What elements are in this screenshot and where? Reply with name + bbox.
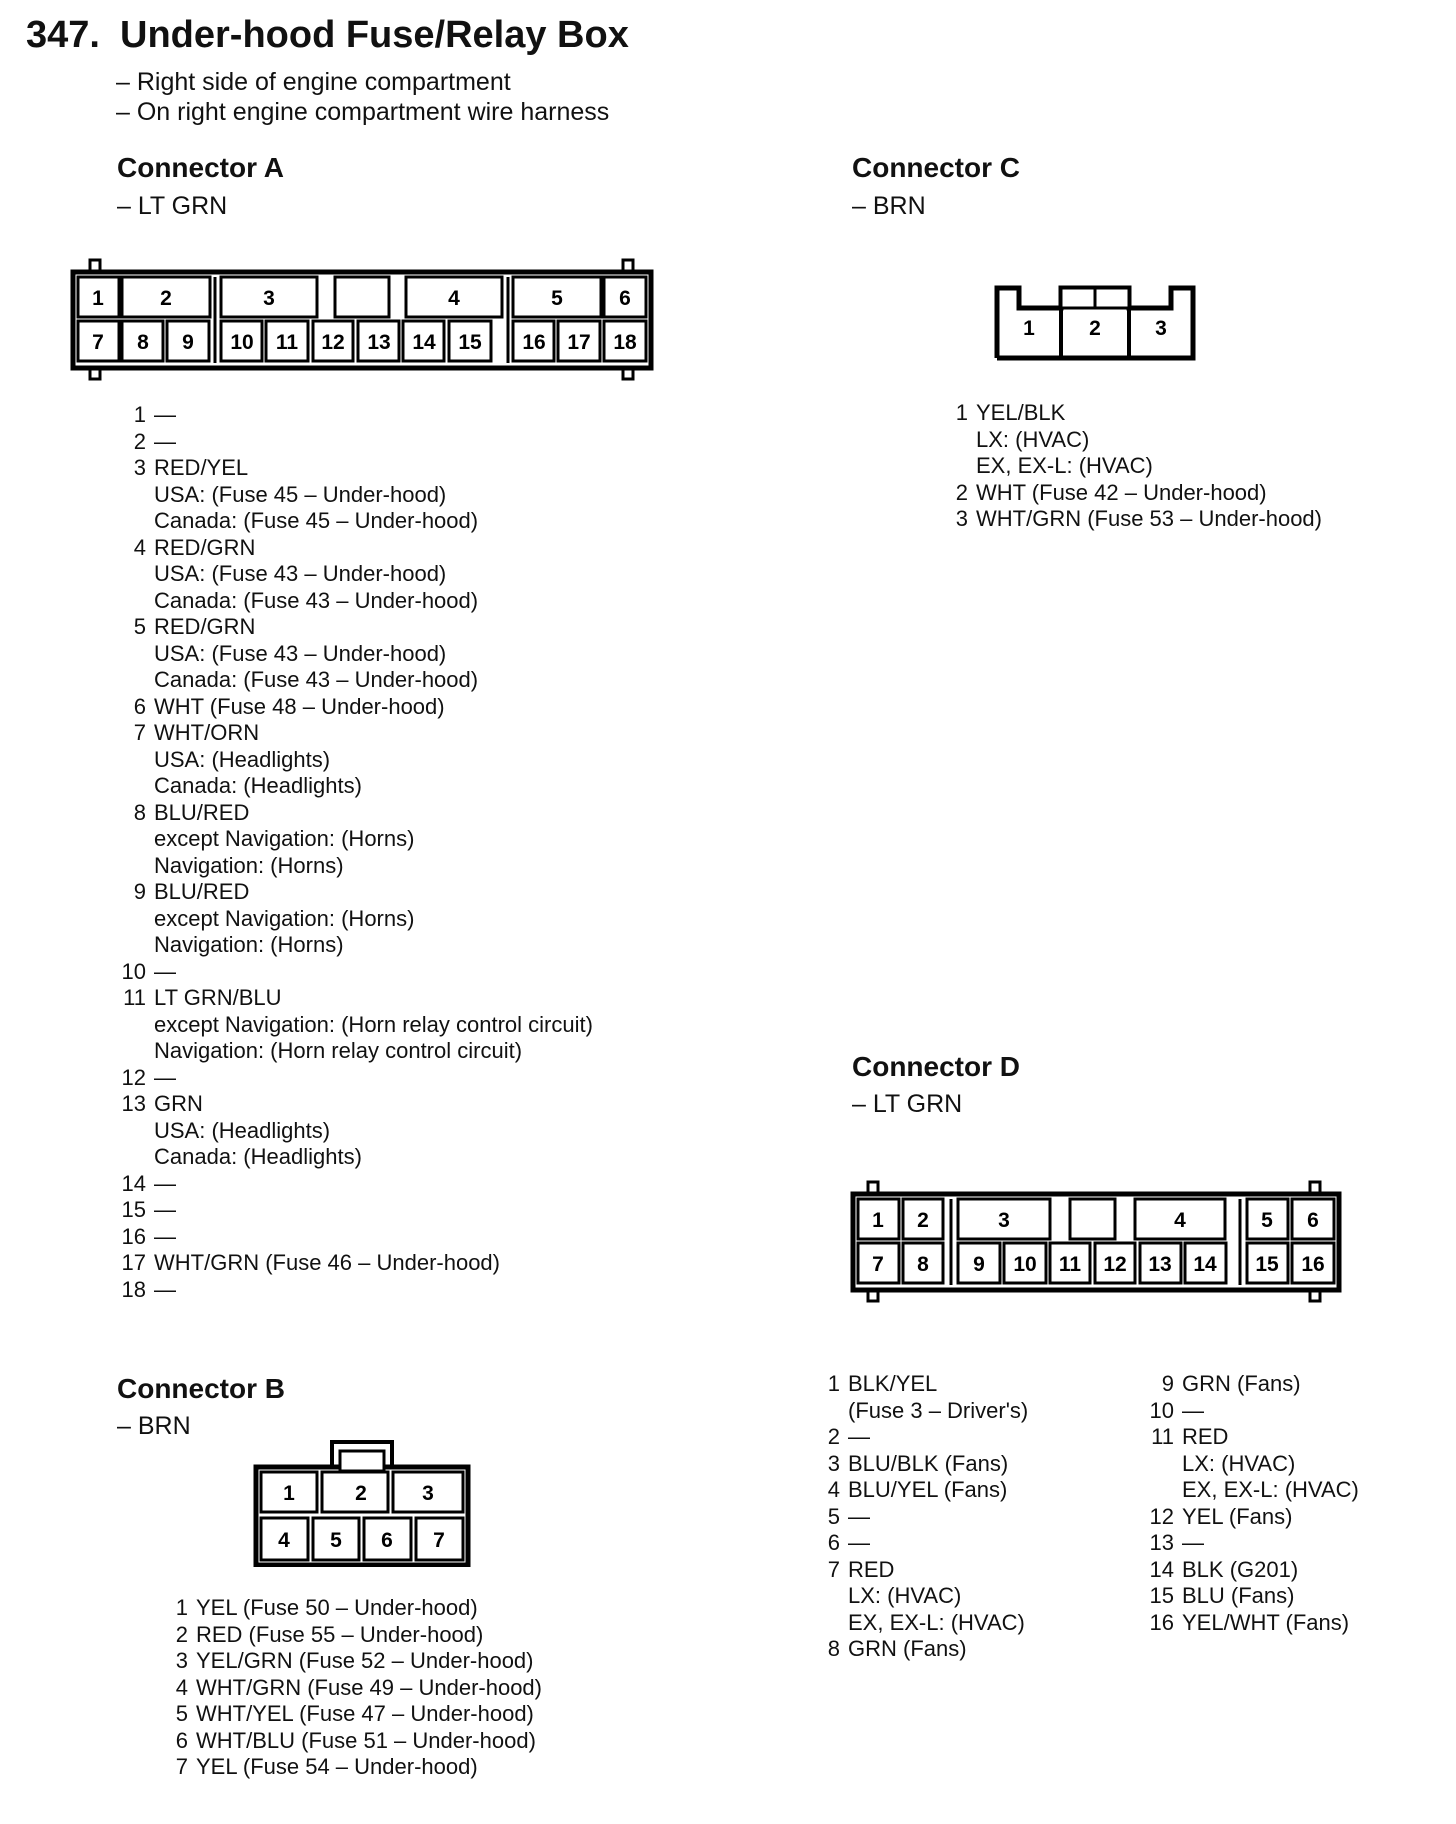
pin-description-line: WHT (Fuse 42 – Under-hood) xyxy=(976,479,1267,505)
pin-number: 6 xyxy=(133,693,146,719)
connector-d-pin-list-right xyxy=(1140,1371,1359,1636)
connector-c-diagram xyxy=(993,280,1199,362)
pin-description xyxy=(1182,1610,1349,1637)
pin-description xyxy=(154,1171,176,1198)
pin-entry xyxy=(160,1675,542,1702)
pin-number: 1 xyxy=(955,400,968,425)
connector-b-cavity-label: 2 xyxy=(355,1482,367,1505)
pin-description-line: USA: (Fuse 45 – Under-hood) xyxy=(154,481,447,507)
pin-number: 10 xyxy=(1149,1397,1174,1423)
pin-entry xyxy=(160,1595,542,1622)
pin-number: 7 xyxy=(175,1754,188,1779)
pin-description xyxy=(154,1091,362,1171)
connector-d-cavity-label: 6 xyxy=(1307,1209,1319,1232)
pin-description-line: EX, EX-L: (HVAC) xyxy=(848,1609,1025,1635)
pin-description xyxy=(196,1754,478,1781)
pin-entry xyxy=(116,1277,593,1304)
page-title xyxy=(26,14,629,57)
connector-b-cavity-label: 5 xyxy=(330,1529,342,1552)
pin-number: 17 xyxy=(121,1250,146,1275)
pin-description-line: Navigation: (Horns) xyxy=(154,852,344,878)
connector-c-pin-list xyxy=(940,400,1322,533)
connector-b-pin-list xyxy=(160,1595,542,1781)
pin-description-line: WHT/BLU (Fuse 51 – Under-hood) xyxy=(196,1727,536,1753)
pin-entry xyxy=(116,1224,593,1251)
pin-description xyxy=(154,614,478,694)
connector-d-cavity-label: 3 xyxy=(998,1209,1010,1232)
pin-description-line: WHT (Fuse 48 – Under-hood) xyxy=(154,693,445,719)
connector-a-cavity-label: 1 xyxy=(92,287,104,310)
pin-number: 2 xyxy=(827,1424,840,1449)
pin-entry xyxy=(116,402,593,429)
pin-description-line: WHT/GRN (Fuse 49 – Under-hood) xyxy=(196,1674,542,1700)
pin-description-line: BLK/YEL xyxy=(848,1371,938,1396)
connector-b-cavity-label: 3 xyxy=(422,1482,434,1505)
pin-description-line: except Navigation: (Horns) xyxy=(154,905,415,931)
pin-entry xyxy=(116,694,593,721)
pin-entry xyxy=(816,1451,1028,1478)
connector-a-color: – LT GRN xyxy=(117,192,228,220)
pin-entry xyxy=(816,1424,1028,1451)
pin-description-line: WHT/GRN (Fuse 46 – Under-hood) xyxy=(154,1250,500,1275)
connector-d-cavity-label: 5 xyxy=(1261,1209,1273,1232)
pin-description xyxy=(976,480,1267,507)
pin-number: 3 xyxy=(827,1450,840,1476)
pin-entry xyxy=(940,400,1322,480)
pin-description xyxy=(848,1424,870,1451)
pin-entry xyxy=(816,1557,1028,1637)
connector-d-diagram xyxy=(848,1177,1344,1307)
pin-description-line: GRN (Fans) xyxy=(1182,1371,1301,1396)
pin-description xyxy=(1182,1583,1294,1610)
connector-d-color: – LT GRN xyxy=(852,1090,963,1118)
pin-entry xyxy=(160,1728,542,1755)
connector-b-cavity-label: 4 xyxy=(278,1529,290,1552)
pin-number: 2 xyxy=(955,479,968,505)
pin-description xyxy=(1182,1504,1292,1531)
connector-a-cavity-label: 3 xyxy=(263,287,275,310)
pin-number: 1 xyxy=(133,402,146,427)
page-title-text: Under-hood Fuse/Relay Box xyxy=(120,14,629,56)
pin-description-line: — xyxy=(154,958,176,984)
connector-a-cavity-label: 7 xyxy=(92,331,104,354)
pin-description-line: RED/YEL xyxy=(154,455,249,480)
pin-description-line: GRN xyxy=(154,1091,203,1116)
pin-description xyxy=(154,1250,500,1277)
pin-description xyxy=(196,1675,542,1702)
pin-description-line: RED (Fuse 55 – Under-hood) xyxy=(196,1621,484,1647)
pin-description-line: — xyxy=(154,1170,176,1196)
pin-entry xyxy=(116,959,593,986)
pin-description-line: RED xyxy=(1182,1424,1229,1449)
pin-description-line: USA: (Headlights) xyxy=(154,746,331,772)
pin-number: 3 xyxy=(955,506,968,531)
pin-description xyxy=(196,1622,483,1649)
pin-number: 5 xyxy=(175,1701,188,1726)
pin-description-line: Canada: (Headlights) xyxy=(154,1144,362,1169)
pin-description xyxy=(1182,1530,1204,1557)
pin-entry xyxy=(116,1250,593,1277)
connector-d-cavity-label: 8 xyxy=(917,1253,929,1276)
pin-entry xyxy=(160,1754,542,1781)
connector-a-cavity-label: 8 xyxy=(137,331,149,354)
pin-description-line: WHT/ORN xyxy=(154,720,260,745)
pin-description xyxy=(154,1065,176,1092)
connector-d-pin-list-left xyxy=(816,1371,1028,1663)
pin-description xyxy=(154,535,478,615)
pin-description-line: Canada: (Headlights) xyxy=(154,773,362,798)
pin-entry xyxy=(816,1504,1028,1531)
pin-number: 12 xyxy=(1149,1503,1174,1529)
pin-description xyxy=(196,1728,536,1755)
pin-description-line: RED/GRN xyxy=(154,534,256,560)
connector-a-cavity-label: 2 xyxy=(160,287,172,310)
connector-c-cavity-label: 1 xyxy=(1023,317,1035,340)
pin-description xyxy=(154,402,176,429)
pin-entry xyxy=(1140,1557,1359,1584)
connector-c-color: – BRN xyxy=(852,192,926,220)
pin-description xyxy=(848,1530,870,1557)
pin-description-line: RED/GRN xyxy=(154,614,256,639)
pin-description-line: — xyxy=(1182,1530,1204,1555)
connector-d-cavity-label: 11 xyxy=(1058,1253,1082,1276)
pin-number: 16 xyxy=(121,1223,146,1249)
pin-entry xyxy=(116,800,593,880)
pin-description xyxy=(1182,1424,1359,1504)
pin-number: 3 xyxy=(133,455,146,480)
pin-entry xyxy=(816,1636,1028,1663)
pin-description-line: — xyxy=(154,1064,176,1090)
pin-description-line: — xyxy=(154,402,176,427)
pin-description xyxy=(848,1477,1007,1504)
pin-entry xyxy=(1140,1583,1359,1610)
page-number: 347. xyxy=(26,14,100,56)
pin-description-line: except Navigation: (Horn relay control circuit) xyxy=(154,1011,593,1037)
pin-number: 3 xyxy=(175,1648,188,1673)
pin-description-line: Canada: (Fuse 43 – Under-hood) xyxy=(154,667,479,692)
connector-b-cavity-label: 7 xyxy=(433,1529,445,1552)
connector-a-cavity-label: 15 xyxy=(458,331,482,354)
pin-description xyxy=(154,1224,176,1251)
pin-entry xyxy=(816,1530,1028,1557)
pin-description xyxy=(154,800,414,880)
pin-entry xyxy=(1140,1504,1359,1531)
pin-number: 4 xyxy=(827,1477,840,1502)
connector-a-cavity-label: 11 xyxy=(275,331,299,354)
pin-number: 6 xyxy=(827,1530,840,1555)
pin-description-line: except Navigation: (Horns) xyxy=(154,826,415,851)
pin-number: 14 xyxy=(121,1170,146,1196)
pin-number: 12 xyxy=(121,1064,146,1090)
pin-entry xyxy=(160,1701,542,1728)
pin-description xyxy=(154,1277,176,1304)
pin-number: 9 xyxy=(133,879,146,904)
connector-d-cavity-label: 2 xyxy=(917,1209,929,1232)
connector-a-cavity-label: 16 xyxy=(522,331,546,354)
connector-a-cavity-label: 5 xyxy=(551,287,563,310)
connector-b-title: Connector B xyxy=(117,1373,285,1404)
pin-description xyxy=(848,1451,1008,1478)
subtitle-block xyxy=(116,67,609,127)
pin-number: 1 xyxy=(827,1371,840,1396)
connector-b-cavity-label: 6 xyxy=(381,1529,393,1552)
pin-description-line: USA: (Fuse 43 – Under-hood) xyxy=(154,561,447,586)
pin-description-line: BLU/YEL (Fans) xyxy=(848,1477,1008,1502)
pin-number: 8 xyxy=(133,799,146,825)
pin-description xyxy=(154,985,593,1065)
pin-description xyxy=(848,1557,1025,1637)
pin-number: 7 xyxy=(133,720,146,745)
pin-entry xyxy=(116,535,593,615)
connector-c-title: Connector C xyxy=(852,152,1020,183)
pin-description-line: YEL/WHT (Fans) xyxy=(1182,1609,1350,1635)
connector-b-cavity-label: 1 xyxy=(283,1482,295,1505)
pin-number: 1 xyxy=(175,1595,188,1620)
pin-description xyxy=(154,959,176,986)
pin-description-line: YEL/BLK xyxy=(976,400,1066,425)
connector-a-cavity-label: 14 xyxy=(412,331,436,354)
pin-description-line: WHT/GRN (Fuse 53 – Under-hood) xyxy=(976,506,1322,531)
connector-a-cavity-label: 13 xyxy=(367,331,391,354)
pin-number: 9 xyxy=(1161,1371,1174,1396)
pin-number: 8 xyxy=(827,1636,840,1661)
connector-d-cavity-label: 4 xyxy=(1174,1209,1186,1232)
pin-number: 7 xyxy=(827,1556,840,1582)
connector-d-cavity-label: 1 xyxy=(872,1209,884,1232)
connector-d-cavity-label: 9 xyxy=(973,1253,985,1276)
pin-description xyxy=(1182,1557,1298,1584)
pin-entry xyxy=(116,1091,593,1171)
pin-description xyxy=(976,506,1322,533)
pin-description-line: — xyxy=(154,1197,176,1222)
pin-description xyxy=(1182,1398,1204,1425)
pin-entry xyxy=(116,985,593,1065)
pin-number: 14 xyxy=(1149,1556,1174,1582)
pin-description xyxy=(154,455,478,535)
pin-entry xyxy=(116,614,593,694)
connector-a-cavity-label: 18 xyxy=(613,331,637,354)
pin-number: 2 xyxy=(175,1621,188,1647)
pin-description-line: BLU/RED xyxy=(154,879,250,904)
pin-number: 2 xyxy=(133,428,146,454)
pin-description-line: — xyxy=(154,428,176,454)
connector-a-cavity-label: 9 xyxy=(182,331,194,354)
connector-a-cavity-label: 4 xyxy=(448,287,460,310)
pin-description-line: Navigation: (Horn relay control circuit) xyxy=(154,1038,523,1063)
pin-description-line: — xyxy=(154,1223,176,1249)
pin-entry xyxy=(816,1477,1028,1504)
pin-number: 11 xyxy=(123,985,146,1010)
pin-description-line: USA: (Fuse 43 – Under-hood) xyxy=(154,640,447,666)
pin-entry xyxy=(160,1622,542,1649)
connector-d-cavity-label: 7 xyxy=(872,1253,884,1276)
pin-description-line: — xyxy=(848,1503,870,1529)
pin-number: 13 xyxy=(121,1091,146,1116)
pin-description-line: — xyxy=(1182,1397,1204,1423)
pin-description-line: — xyxy=(848,1424,870,1449)
connector-d-cavity-label: 14 xyxy=(1193,1253,1217,1276)
pin-entry xyxy=(816,1371,1028,1424)
pin-description-line: Canada: (Fuse 45 – Under-hood) xyxy=(154,508,479,533)
connector-a-title: Connector A xyxy=(117,152,284,183)
pin-description-line: GRN (Fans) xyxy=(848,1636,967,1661)
pin-number: 6 xyxy=(175,1727,188,1753)
pin-description-line: BLK (G201) xyxy=(1182,1556,1299,1582)
pin-entry xyxy=(116,429,593,456)
connector-a-cavity-label: 17 xyxy=(567,331,591,354)
pin-description xyxy=(1182,1371,1301,1398)
pin-number: 5 xyxy=(827,1503,840,1529)
pin-description-line: USA: (Headlights) xyxy=(154,1117,331,1143)
pin-entry xyxy=(116,1171,593,1198)
pin-description-line: Canada: (Fuse 43 – Under-hood) xyxy=(154,587,479,613)
pin-description xyxy=(848,1504,870,1531)
pin-number: 4 xyxy=(133,534,146,560)
connector-b-diagram xyxy=(252,1437,472,1567)
pin-description xyxy=(196,1648,534,1675)
pin-entry xyxy=(116,879,593,959)
pin-description-line: RED xyxy=(848,1556,895,1582)
pin-description-line: BLU (Fans) xyxy=(1182,1583,1295,1608)
pin-description-line: YEL (Fuse 54 – Under-hood) xyxy=(196,1754,478,1779)
pin-number: 10 xyxy=(121,958,146,984)
pin-description-line: LX: (HVAC) xyxy=(1182,1450,1296,1476)
connector-a-pin-list xyxy=(116,402,593,1303)
pin-number: 11 xyxy=(1151,1424,1174,1449)
pin-entry xyxy=(940,506,1322,533)
pin-entry xyxy=(1140,1398,1359,1425)
pin-entry xyxy=(1140,1371,1359,1398)
pin-description xyxy=(848,1636,967,1663)
pin-number: 16 xyxy=(1149,1609,1174,1635)
connector-d-cavity-label: 15 xyxy=(1255,1253,1279,1276)
pin-description-line: YEL (Fuse 50 – Under-hood) xyxy=(196,1595,478,1620)
pin-description-line: (Fuse 3 – Driver's) xyxy=(848,1397,1029,1423)
pin-number: 13 xyxy=(1149,1530,1174,1555)
pin-entry xyxy=(116,720,593,800)
connector-c-cavity-label: 3 xyxy=(1155,317,1167,340)
connector-a-diagram xyxy=(68,255,664,385)
pin-number: 4 xyxy=(175,1674,188,1700)
pin-number: 18 xyxy=(121,1276,146,1302)
connector-c-cavity-label: 2 xyxy=(1089,317,1101,340)
pin-description-line: — xyxy=(154,1276,176,1302)
pin-description xyxy=(154,720,362,800)
connector-d-cavity-label: 13 xyxy=(1148,1253,1172,1276)
pin-description xyxy=(848,1371,1028,1424)
pin-number: 5 xyxy=(133,614,146,639)
connector-a-cavity-label: 6 xyxy=(619,287,631,310)
pin-description-line: LX: (HVAC) xyxy=(848,1583,962,1608)
pin-description-line: LX: (HVAC) xyxy=(976,426,1090,452)
pin-entry xyxy=(1140,1530,1359,1557)
subtitle-line: – Right side of engine compartment xyxy=(116,68,511,96)
pin-description-line: WHT/YEL (Fuse 47 – Under-hood) xyxy=(196,1701,534,1726)
pin-description-line: — xyxy=(848,1530,870,1555)
pin-description-line: LT GRN/BLU xyxy=(154,985,282,1010)
connector-a-cavity-label: 12 xyxy=(321,331,345,354)
pin-entry xyxy=(940,480,1322,507)
pin-description-line: Navigation: (Horns) xyxy=(154,932,344,957)
pin-description xyxy=(154,694,445,721)
pin-description xyxy=(196,1701,534,1728)
connector-d-cavity-label: 12 xyxy=(1103,1253,1127,1276)
subtitle-line: – On right engine compartment wire harness xyxy=(116,98,610,126)
pin-description-line: EX, EX-L: (HVAC) xyxy=(1182,1477,1359,1502)
connector-a-cavity-label: 10 xyxy=(230,331,254,354)
pin-description xyxy=(976,400,1153,480)
pin-description xyxy=(154,1197,176,1224)
pin-entry xyxy=(160,1648,542,1675)
pin-description xyxy=(154,429,176,456)
pin-entry xyxy=(1140,1610,1359,1637)
pin-entry xyxy=(116,455,593,535)
connector-d-title: Connector D xyxy=(852,1051,1020,1082)
pin-entry xyxy=(1140,1424,1359,1504)
pin-entry xyxy=(116,1197,593,1224)
connector-d-cavity-label: 16 xyxy=(1301,1253,1325,1276)
pin-number: 15 xyxy=(121,1197,146,1222)
pin-description xyxy=(154,879,414,959)
pin-description-line: EX, EX-L: (HVAC) xyxy=(976,453,1153,478)
pin-description-line: BLU/BLK (Fans) xyxy=(848,1450,1009,1476)
pin-description-line: YEL (Fans) xyxy=(1182,1503,1293,1529)
pin-description-line: BLU/RED xyxy=(154,799,250,825)
connector-d-cavity-label: 10 xyxy=(1013,1253,1037,1276)
pin-description-line: YEL/GRN (Fuse 52 – Under-hood) xyxy=(196,1648,534,1673)
connector-b-color: – BRN xyxy=(117,1412,191,1440)
pin-number: 15 xyxy=(1149,1583,1174,1608)
pin-entry xyxy=(116,1065,593,1092)
pin-description xyxy=(196,1595,478,1622)
